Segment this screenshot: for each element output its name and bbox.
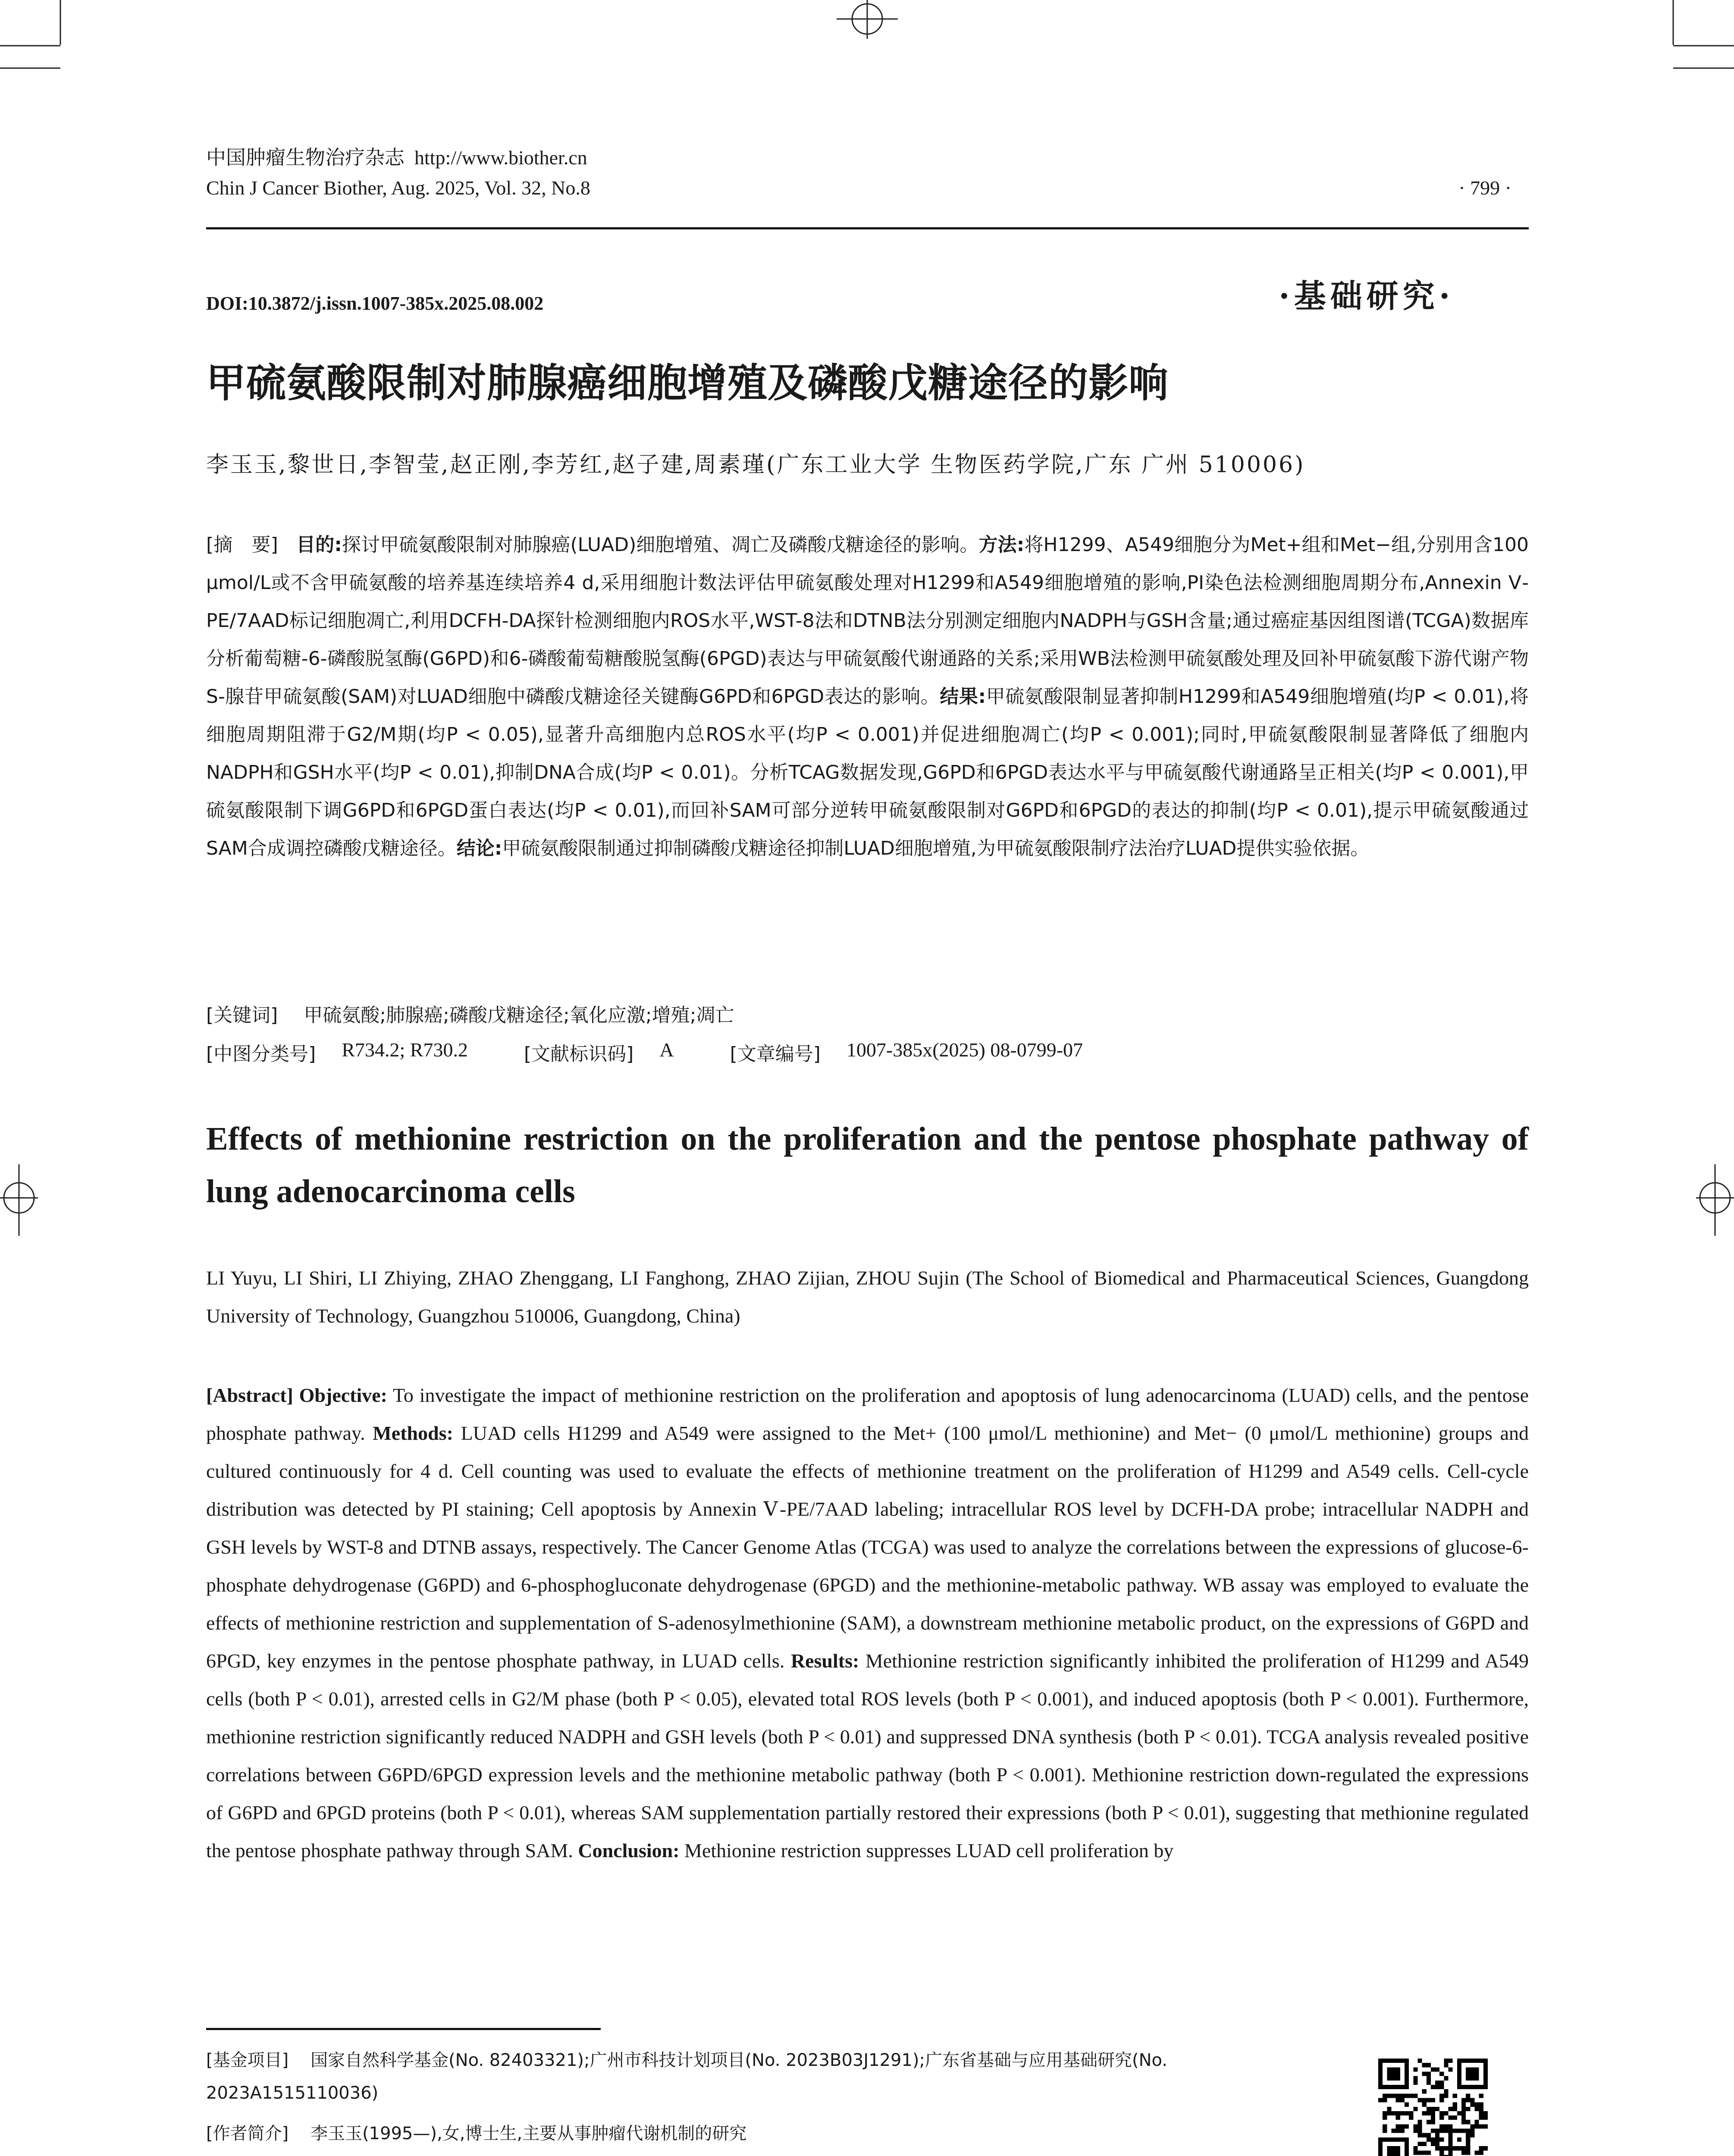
fund-value: 国家自然科学基金(No. 82403321);广州市科技计划项目(No. 2023B03J1291);广东省基础与应用基础研究(No. 2023A1515110036) — [206, 2050, 1168, 2103]
abstract-cn — [206, 526, 1529, 868]
conclusion-cn: 甲硫氨酸限制通过抑制磷酸戊糖途径抑制LUAD细胞增殖,为甲硫氨酸限制疗法治疗LUAD提供实验依据。 — [502, 837, 1370, 859]
section-label: ·基础研究· — [1279, 278, 1455, 315]
header-rule — [206, 227, 1529, 229]
doi[interactable]: DOI:10.3872/j.issn.1007-385x.2025.08.002 — [206, 293, 544, 314]
clc-value: R734.2; R730.2 — [342, 1039, 468, 1061]
header-row-en — [206, 173, 1529, 203]
registration-mark-left — [0, 1164, 38, 1236]
footnote-author — [206, 2117, 1345, 2150]
footnote-corresponding — [206, 2152, 1345, 2156]
clc-label: [中图分类号] — [206, 1043, 316, 1065]
qr-code-icon[interactable] — [1378, 2059, 1488, 2156]
results-en: Methionine restriction significantly inhibited the proliferation of H1299 and A549 cells (both P < 0.01), arrested cells in G2/M phase (both P < 0.05), elevated total ROS levels (both P < 0.001), and induced apoptosis (both P < 0.001). Furthermore, methionine restriction significantly reduced NADPH and GSH levels (both P < 0.01) and suppressed DNA synthesis (both P < 0.01). TCGA analysis revealed positive correlations between G6PD/6PGD expression levels and the methionine metabolic pathway (both P < 0.001). Methionine restriction down-regulated the expressions of G6PD and 6PGD proteins (both P < 0.01), whereas SAM supplementation partially restored their expressions (both P < 0.01), suggesting that methionine regulated the pentose phosphate pathway through SAM. — [206, 1650, 1529, 1861]
header-row-cn — [206, 142, 1529, 173]
objective-cn: 探讨甲硫氨酸限制对肺腺癌(LUAD)细胞增殖、凋亡及磷酸戊糖途径的影响。 — [342, 534, 979, 556]
running-header — [206, 142, 1529, 203]
abstract-en-label: [Abstract] — [206, 1384, 293, 1406]
methods-label-en: Methods: — [373, 1422, 453, 1444]
conclusion-label-en: Conclusion: — [578, 1839, 680, 1861]
doc-code-label: [文献标识码] — [524, 1043, 634, 1065]
conclusion-en: Methionine restriction suppresses LUAD cell proliferation by — [684, 1839, 1174, 1861]
objective-label-cn: 目的: — [296, 534, 342, 556]
objective-label-en: Objective: — [299, 1384, 387, 1406]
keywords-label: [关键词] — [206, 1004, 278, 1026]
journal-name-en: Chin J Cancer Biother, Aug. 2025, Vol. 32, No.8 — [206, 177, 590, 199]
methods-cn: 将H1299、A549细胞分为Met+组和Met−组,分别用含100 μmol/L或不含甲硫氨酸的培养基连续培养4 d,采用细胞计数法评估甲硫氨酸处理对H1299和A549细胞增殖的影响,PI染色法检测细胞周期分布,Annexin Ⅴ-PE/7AAD标记细胞凋亡,利用DCFH-DA探针检测细胞内ROS水平,WST-8法和DTNB法分别测定细胞内NADPH与GSH含量;通过癌症基因组图谱(TCGA)数据库分析葡萄糖-6-磷酸脱氢酶(G6PD)和6-磷酸葡萄糖酸脱氢酶(6PGD)表达与甲硫氨酸代谢通路的关系;采用WB法检测甲硫氨酸处理及回补甲硫氨酸下游代谢产物S-腺苷甲硫氨酸(SAM)对LUAD细胞中磷酸戊糖途径关键酶G6PD和6PGD表达的影响。 — [206, 534, 1529, 708]
article-no-value: 1007-385x(2025) 08-0799-07 — [846, 1039, 1083, 1061]
page-number: · 799 · — [1458, 177, 1511, 199]
registration-mark-right — [1696, 1164, 1734, 1236]
fund-label: [基金项目] — [206, 2050, 289, 2070]
results-cn: 甲硫氨酸限制显著抑制H1299和A549细胞增殖(均P < 0.01),将细胞周期阻滞于G2/M期(均P < 0.05),显著升高细胞内总ROS水平(均P < 0.001)并促进细胞凋亡(均P < 0.001);同时,甲硫氨酸限制显著降低了细胞内NADPH和GSH水平(均P < 0.01),抑制DNA合成(均P < 0.01)。分析TCAG数据发现,G6PD和6PGD表达水平与甲硫氨酸代谢通路呈正相关(均P < 0.001),甲硫氨酸限制下调G6PD和6PGD蛋白表达(均P < 0.01),而回补SAM可部分逆转甲硫氨酸限制对G6PD和6PGD的表达的抑制(均P < 0.01),提示甲硫氨酸通过SAM合成调控磷酸戊糖途径。 — [206, 686, 1529, 859]
doc-code-value: A — [659, 1039, 674, 1061]
author-bio-label: [作者简介] — [206, 2124, 289, 2143]
abstract-en — [206, 1376, 1529, 1870]
authors-en: LI Yuyu, LI Shiri, LI Zhiying, ZHAO Zhenggang, LI Fanghong, ZHAO Zijian, ZHOU Sujin (The School of Biomedical and Pharmaceutical Sciences, Guangdong University of Technology, Guangzhou 510006, Guangdong, China) — [206, 1267, 1529, 1327]
author-bio-value: 李玉玉(1995—),女,博士生,主要从事肿瘤代谢机制的研究 — [310, 2124, 747, 2143]
methods-en: LUAD cells H1299 and A549 were assigned to the Met+ (100 μmol/L methionine) and Met− (0 μmol/L methionine) groups and cultured continuously for 4 d. Cell counting was used to evaluate the effects of methionine treatment on the proliferation of H1299 and A549 cells. Cell-cycle distribution was detected by PI staining; Cell apoptosis by Annexin Ⅴ-PE/7AAD labeling; intracellular ROS level by DCFH-DA probe; intracellular NADPH and GSH levels by WST-8 and DTNB assays, respectively. The Cancer Genome Atlas (TCGA) was used to analyze the correlations between the expressions of glucose-6-phosphate dehydrogenase (G6PD) and 6-phosphogluconate dehydrogenase (6PGD) and the methionine-metabolic pathway. WB assay was employed to evaluate the effects of methionine restriction and supplementation of S-adenosylmethionine (SAM), a downstream methionine metabolic product, on the expressions of G6PD and 6PGD, key enzymes in the pentose phosphate pathway, in LUAD cells. — [206, 1422, 1529, 1672]
registration-mark-top — [837, 0, 898, 39]
journal-name-cn: 中国肿瘤生物治疗杂志 — [206, 146, 404, 169]
authors-cn: 李玉玉,黎世日,李智莹,赵正刚,李芳红,赵子建,周素瑾(广东工业大学 生物医药学院,广东 广州 510006) — [206, 452, 1305, 478]
conclusion-label-cn: 结论: — [456, 837, 502, 859]
footnote-fund — [206, 2044, 1345, 2109]
keywords-cn — [206, 1000, 734, 1027]
article-no-label: [文章编号] — [730, 1043, 821, 1065]
classification-line — [206, 1038, 1083, 1066]
keywords-value: 甲硫氨酸;肺腺癌;磷酸戊糖途径;氧化应激;增殖;凋亡 — [304, 1004, 734, 1026]
journal-url[interactable]: http://www.biother.cn — [414, 147, 587, 169]
results-label-en: Results: — [790, 1650, 859, 1672]
article-title-cn: 甲硫氨酸限制对肺腺癌细胞增殖及磷酸戊糖途径的影响 — [206, 360, 1169, 406]
footnote-rule — [206, 2028, 601, 2030]
methods-label-cn: 方法: — [978, 534, 1025, 556]
article-title-en: Effects of methionine restriction on the proliferation and the pentose phosphate pathway of lung adenocarcinoma cells — [206, 1121, 1529, 1210]
abstract-cn-label: [摘 要] — [206, 534, 278, 556]
results-label-cn: 结果: — [940, 686, 986, 708]
objective-en: To investigate the impact of methionine restriction on the proliferation and apoptosis of lung adenocarcinoma (LUAD) cells, and the pentose phosphate pathway. — [206, 1384, 1529, 1444]
